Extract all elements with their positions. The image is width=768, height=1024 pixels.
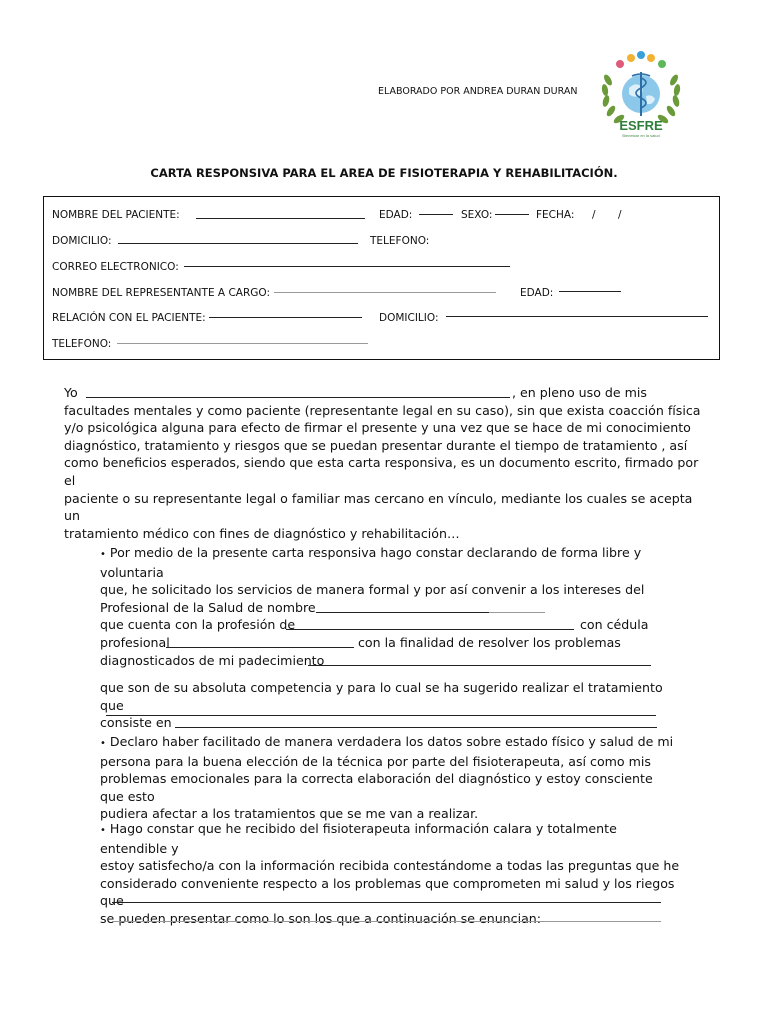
professional-name-field[interactable]: [316, 612, 489, 613]
relation-field[interactable]: [209, 317, 362, 318]
email-label: CORREO ELECTRONICO:: [52, 261, 179, 273]
rep-phone-label: TELEFONO:: [52, 338, 112, 350]
intro-line: facultades mentales y como paciente (representante legal en su caso), sin que exista coacción física: [64, 402, 701, 418]
section3-line: Hago constar que he recibido del fisioterapeuta información calara y totalmente entendible y: [100, 821, 617, 856]
document-title: CARTA RESPONSIVA PARA EL AREA DE FISIOTERAPIA Y REHABILITACIÓN.: [150, 166, 618, 180]
sex-label: SEXO:: [461, 209, 493, 221]
date-label: FECHA:: [536, 209, 575, 221]
section3-line: considerado conveniente respecto a los problemas que comprometen mi salud y los riegos que: [100, 875, 675, 909]
date-separator: /: [618, 209, 622, 221]
professional-name-field-end: [489, 612, 545, 613]
section2-line: Declaro haber facilitado de manera verdadera los datos sobre estado físico y salud de mi: [109, 734, 674, 749]
sex-field[interactable]: [495, 214, 529, 215]
license-field[interactable]: [166, 647, 354, 648]
section1-line: que son de su absoluta competencia y para lo cual se ha sugerido realizar el tratamiento que: [100, 680, 663, 713]
age-field[interactable]: [419, 214, 453, 215]
intro-line: diagnóstico, tratamiento y riesgos que se puedan presentar durante el tiempo de tratamiento , así: [64, 437, 688, 453]
patient-data-form: [43, 196, 720, 360]
section1-line: Por medio de la presente carta responsiva hago constar declarando de forma libre y voluntaria: [100, 545, 642, 580]
section1-line: Profesional de la Salud de nombre: [100, 599, 316, 615]
profession-field[interactable]: [286, 629, 574, 630]
intro-line: como beneficios esperados, siendo que esta carta responsiva, es un documento escrito, firmado por el: [64, 455, 699, 488]
bullet-icon: •: [100, 549, 106, 560]
rep-address-label: DOMICILIO:: [379, 312, 439, 324]
rep-age-field[interactable]: [559, 291, 621, 292]
rep-address-field[interactable]: [446, 316, 708, 317]
treatment-field[interactable]: [175, 727, 657, 728]
esfre-logo: [596, 50, 686, 138]
intro-line: paciente o su representante legal o familiar mas cercano en vínculo, mediante los cuales se acepta un: [64, 490, 693, 524]
section1-line: que cuenta con la profesión de: [100, 617, 296, 633]
patient-name-field[interactable]: [196, 218, 365, 219]
risks-field[interactable]: [112, 921, 661, 922]
treatment-field-extra[interactable]: [106, 715, 656, 716]
intro-paragraph: [64, 384, 704, 542]
author-credit: ELABORADO POR ANDREA DURAN DURAN: [378, 86, 578, 97]
section2-line: pudiera afectar a los tratamientos que se me van a realizar.: [100, 806, 479, 822]
section2-line: problemas emocionales para la correcta elaboración del diagnóstico y estoy consciente que esto: [100, 771, 653, 804]
section-3: [100, 820, 680, 928]
address-field[interactable]: [118, 243, 358, 244]
section3-line: estoy satisfecho/a con la información recibida contestándome a todas las preguntas que he: [100, 858, 680, 874]
intro-line: y/o psicológica alguna para efecto de firmar el presente y una vez que se hace de mi conocimiento: [64, 420, 691, 436]
intro-line: tratamiento médico con fines de diagnóstico y rehabilitación…: [64, 525, 460, 541]
logo-emblem: [596, 50, 686, 138]
intro-yo: Yo: [64, 385, 78, 400]
rep-phone-field[interactable]: [117, 343, 368, 344]
svg-text:Bienestar en la salud: Bienestar en la salud: [622, 133, 660, 138]
bullet-icon: •: [100, 738, 106, 749]
section-1: [100, 544, 680, 732]
section1-line: diagnosticados de mi padecimiento: [100, 652, 325, 668]
intro-first-line-end: , en pleno uso de mis: [512, 385, 647, 400]
phone-label: TELEFONO:: [370, 235, 430, 247]
section1-line: profesional: [100, 634, 170, 650]
section3-line: se pueden presentar como lo son los que a continuación se enuncian:: [100, 910, 542, 926]
section1-line: con cédula: [580, 617, 649, 633]
section1-line: que, he solicitado los servicios de manera formal y por así convenir a los intereses del: [100, 582, 645, 598]
bullet-icon: •: [100, 825, 106, 836]
relation-label: RELACIÓN CON EL PACIENTE:: [52, 312, 206, 324]
section2-line: persona para la buena elección de la técnica por parte del fisioterapeuta, así como mis: [100, 753, 651, 769]
representative-field[interactable]: [274, 292, 496, 293]
risks-field[interactable]: [112, 902, 661, 903]
diagnosis-field[interactable]: [308, 665, 651, 666]
representative-label: NOMBRE DEL REPRESENTANTE A CARGO:: [52, 287, 271, 299]
svg-text:ESFRE: ESFRE: [619, 118, 663, 133]
age-label: EDAD:: [379, 209, 413, 221]
date-separator: /: [592, 209, 596, 221]
section-2: [100, 733, 680, 823]
rep-age-label: EDAD:: [520, 287, 554, 299]
email-field[interactable]: [184, 266, 510, 267]
section1-line: con la finalidad de resolver los problemas: [358, 634, 621, 650]
patient-name-label: NOMBRE DEL PACIENTE:: [52, 209, 180, 221]
address-label: DOMICILIO:: [52, 235, 112, 247]
declarant-name-field[interactable]: [86, 397, 510, 398]
section1-line: consiste en: [100, 715, 172, 731]
